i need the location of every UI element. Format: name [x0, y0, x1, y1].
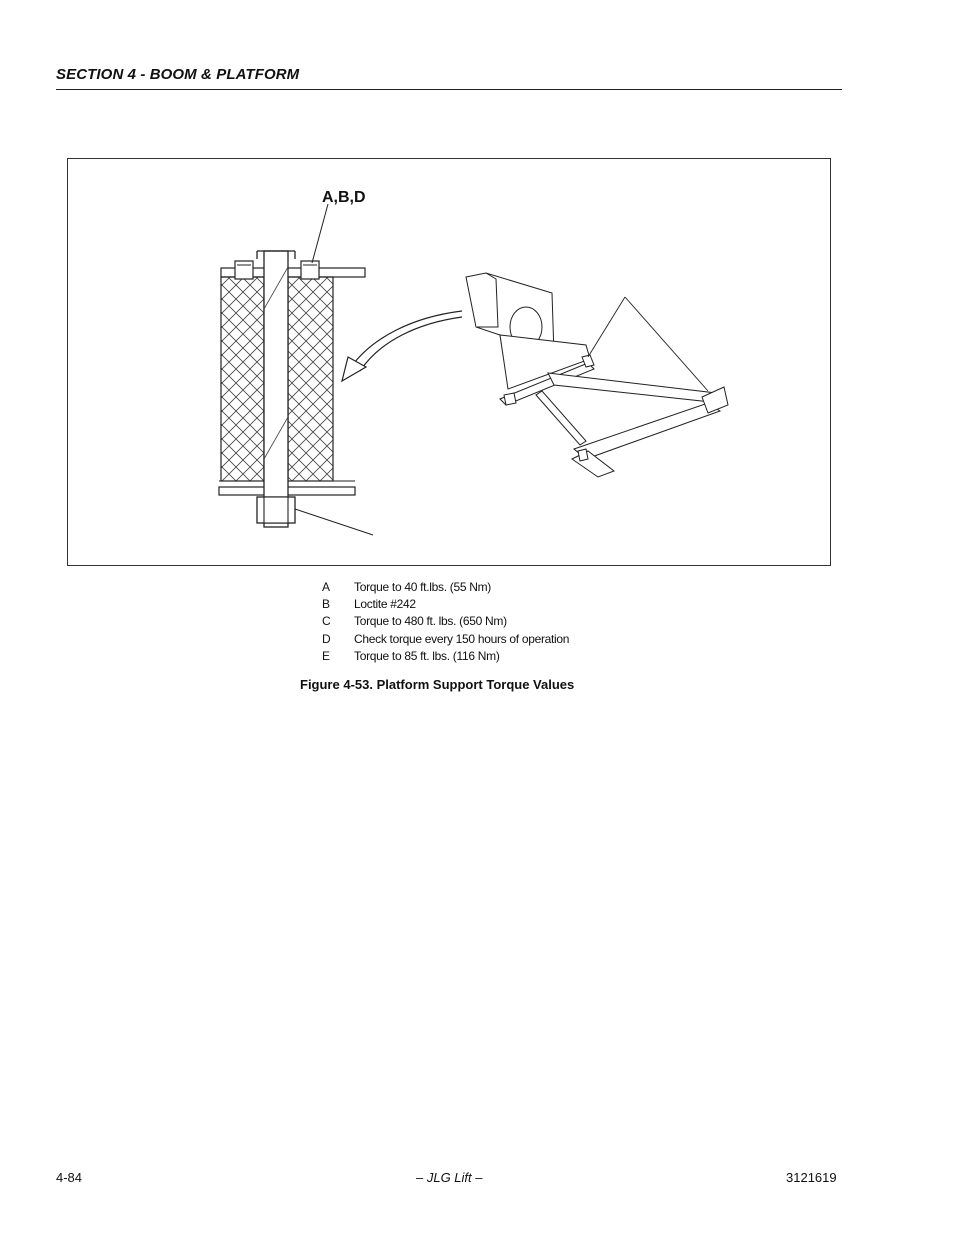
- figure-caption: Figure 4-53. Platform Support Torque Values: [300, 677, 575, 692]
- platform-support-illustration: [68, 159, 832, 567]
- legend-letter: A: [322, 580, 330, 594]
- legend-letter: D: [322, 631, 331, 646]
- legend-text: Loctite #242: [354, 597, 416, 612]
- legend-text: Check torque every 150 hours of operation: [354, 631, 570, 646]
- legend-text: Torque to 480 ft. lbs. (650 Nm): [354, 614, 507, 629]
- document-number: 3121619: [786, 1170, 837, 1185]
- header-divider: [56, 89, 842, 90]
- legend-letter: B: [322, 597, 330, 612]
- legend-letter: E: [322, 648, 330, 663]
- curved-arrow-icon: [342, 311, 462, 381]
- figure-frame: [67, 158, 831, 566]
- legend-text: Torque to 85 ft. lbs. (116 Nm): [354, 648, 500, 663]
- section-title: SECTION 4 - BOOM & PLATFORM: [56, 66, 300, 83]
- platform-support-assembly: [466, 273, 728, 477]
- footer-brand: – JLG Lift –: [416, 1170, 483, 1185]
- callout-label: A,B,D: [322, 189, 366, 206]
- page-number: 4-84: [56, 1170, 83, 1185]
- legend-letter: C: [322, 614, 331, 629]
- legend-text: Torque to 40 ft.lbs. (55 Nm): [354, 580, 491, 594]
